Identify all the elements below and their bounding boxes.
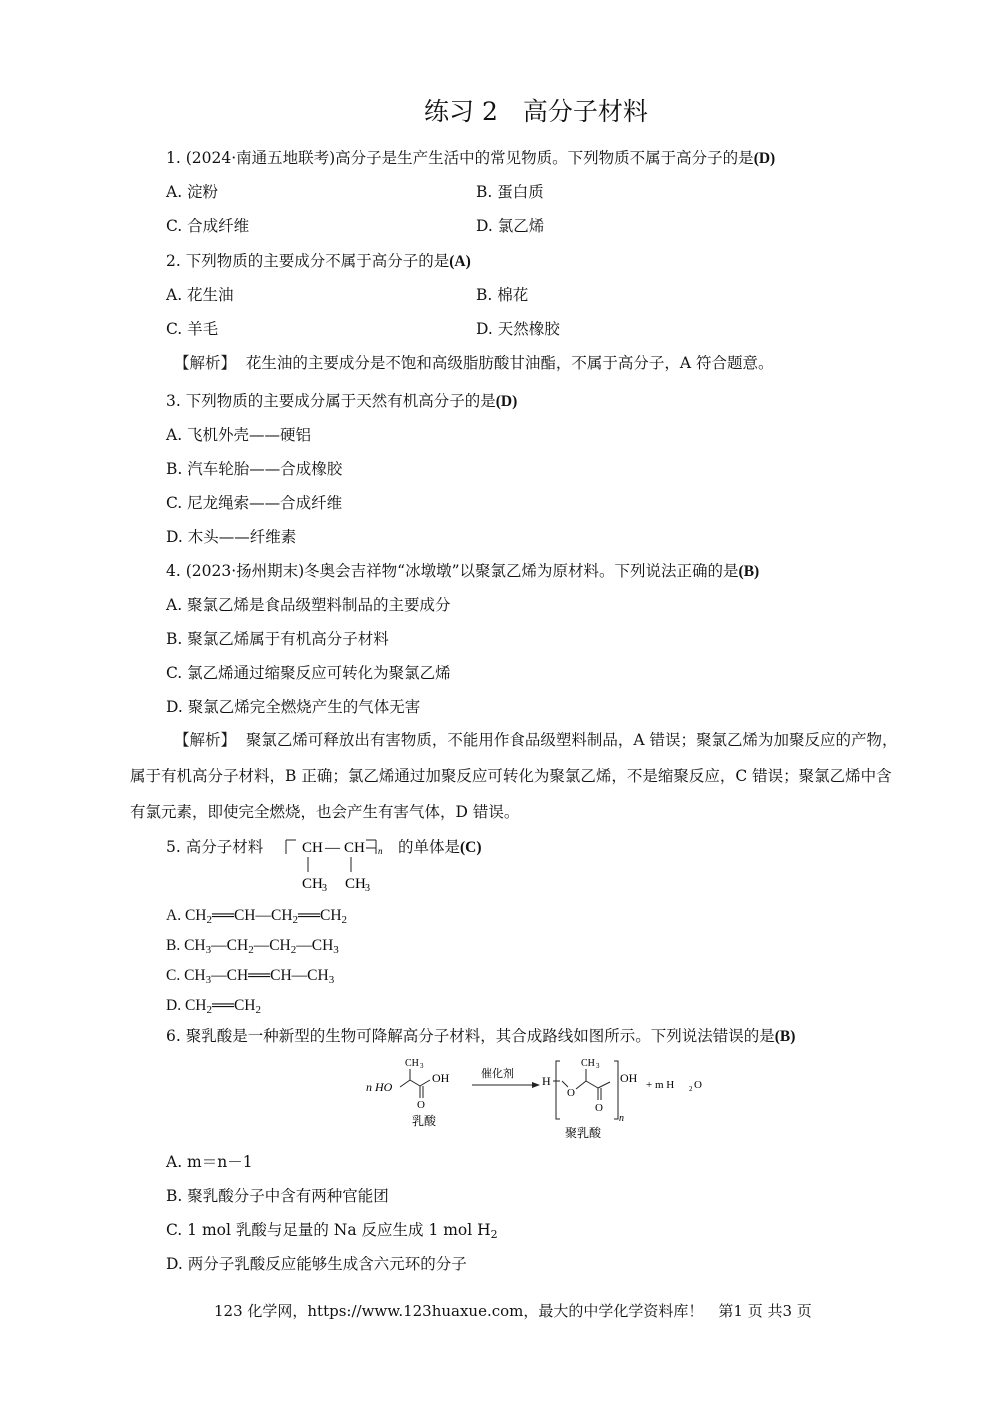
question-4-stem <box>166 561 759 582</box>
option: D. 木头——纤维素 <box>166 528 297 546</box>
formula-sub: 3 <box>365 883 370 894</box>
page-footer: 123 化学网，https://www.123huaxue.com，最大的中学化学资料库！ 第1 页 共3 页 <box>214 1302 812 1320</box>
formula-ch3: CH <box>302 876 323 892</box>
analysis-tag: 【解析】 <box>174 731 237 749</box>
option: C. 羊毛 <box>166 320 219 338</box>
option: B. 蛋白质 <box>476 183 544 201</box>
option: A. 花生油 <box>166 286 234 304</box>
option: B. 聚乳酸分子中含有两种官能团 <box>166 1187 389 1205</box>
question-text: 5. 高分子材料 <box>166 838 264 856</box>
option: A. 淀粉 <box>166 183 219 201</box>
formula-bond: — <box>325 840 340 856</box>
scheme-o: O <box>595 1102 603 1114</box>
option: D. 聚氯乙烯完全燃烧产生的气体无害 <box>166 698 421 716</box>
analysis-tag: 【解析】 <box>174 354 237 372</box>
formula-ch3: CH <box>345 876 366 892</box>
question-text: 的单体是 <box>398 838 461 856</box>
formula-ch: CH <box>302 840 323 856</box>
page-title: 练习 2 高分子材料 <box>424 97 648 126</box>
scheme-n: n <box>619 1113 624 1124</box>
option: B. $CH_3—CH_2—CH_2—CH_3$ <box>166 937 339 956</box>
answer: (D) <box>495 393 518 410</box>
question-text: 4. (2023·扬州期末)冬奥会吉祥物“冰墩墩”以聚氯乙烯为原材料。下列说法正确的是 <box>166 562 739 580</box>
polymer-formula <box>282 832 397 894</box>
answer: (C) <box>460 839 482 856</box>
scheme-oh: OH <box>620 1071 638 1085</box>
option: B. 汽车轮胎——合成橡胶 <box>166 460 343 478</box>
question-1-stem <box>166 148 775 169</box>
scheme-oh: OH <box>432 1071 450 1085</box>
scheme-lactic-label: 乳酸 <box>412 1114 437 1128</box>
formula-sub: 3 <box>322 883 327 894</box>
option: D. 天然橡胶 <box>476 320 560 338</box>
scheme-o: O <box>694 1079 702 1091</box>
scheme-o: O <box>567 1087 575 1099</box>
scheme-ch3: CH <box>581 1058 595 1069</box>
scheme-sub: 3 <box>420 1062 424 1070</box>
question-3-stem <box>166 391 517 412</box>
answer: (B) <box>738 563 760 580</box>
question-5-stem-end <box>398 837 482 858</box>
scheme-ch3: CH <box>405 1058 419 1069</box>
reaction-scheme <box>360 1055 710 1145</box>
option: D. 氯乙烯 <box>476 217 545 235</box>
option: A. 飞机外壳——硬铝 <box>166 426 312 444</box>
question-2-stem <box>166 251 471 272</box>
question-text: 2. 下列物质的主要成分不属于高分子的是 <box>166 252 450 270</box>
option: C. 尼龙绳索——合成纤维 <box>166 494 343 512</box>
scheme-n-ho: n HO <box>366 1080 393 1094</box>
question-6-stem <box>166 1026 795 1047</box>
option: C. 氯乙烯通过缩聚反应可转化为聚氯乙烯 <box>166 664 451 682</box>
formula-n: n <box>378 846 383 856</box>
scheme-catalyst: 催化剂 <box>481 1068 514 1080</box>
analysis <box>130 722 900 830</box>
option: D. $CH_2══CH_2$ <box>166 997 261 1016</box>
scheme-poly-label: 聚乳酸 <box>565 1126 602 1140</box>
question-text: 3. 下列物质的主要成分属于天然有机高分子的是 <box>166 392 496 410</box>
question-5-stem <box>166 837 263 857</box>
scheme-o: O <box>417 1099 425 1111</box>
scheme-h: H <box>542 1074 551 1088</box>
question-text: 6. 聚乳酸是一种新型的生物可降解高分子材料，其合成路线如图所示。下列说法错误的是 <box>166 1027 775 1045</box>
scheme-sub: 2 <box>689 1085 693 1093</box>
option: D. 两分子乳酸反应能够生成含六元环的分子 <box>166 1255 467 1273</box>
scheme-plus-water: + m H <box>646 1079 675 1091</box>
option: B. 聚氯乙烯属于有机高分子材料 <box>166 630 389 648</box>
analysis-text: 花生油的主要成分是不饱和高级脂肪酸甘油酯，不属于高分子，A 符合题意。 <box>245 354 774 372</box>
option: A. 聚氯乙烯是食品级塑料制品的主要成分 <box>166 596 451 614</box>
question-text: 1. (2024·南通五地联考)高分子是生产生活中的常见物质。下列物质不属于高分子的是 <box>166 149 754 167</box>
option: C. 合成纤维 <box>166 217 250 235</box>
option: B. 棉花 <box>476 286 529 304</box>
option: C. 1 mol 乳酸与足量的 Na 反应生成 1 mol $H_2$ <box>166 1221 498 1241</box>
formula-ch: CH <box>344 840 365 856</box>
answer: (D) <box>753 150 776 167</box>
analysis <box>174 353 774 373</box>
answer: (B) <box>774 1028 796 1045</box>
answer: (A) <box>449 253 471 270</box>
option: A. m＝n－1 <box>166 1153 253 1171</box>
option: A. $CH_2══CH—CH_2══CH_2$ <box>166 907 348 926</box>
scheme-sub: 3 <box>596 1062 600 1070</box>
analysis-text: 聚氯乙烯可释放出有害物质，不能用作食品级塑料制品，A 错误；聚氯乙烯为加聚反应的产物，属于有机高分子材料，B 正确；氯乙烯通过加聚反应可转化为聚氯乙烯，不是缩聚反应，C 错误；聚氯乙烯中含有氯元素，即使完全燃烧，也会产生有害气体，D 错误。 <box>130 731 898 821</box>
option: C. $CH_3—CH══CH—CH_3$ <box>166 967 335 986</box>
